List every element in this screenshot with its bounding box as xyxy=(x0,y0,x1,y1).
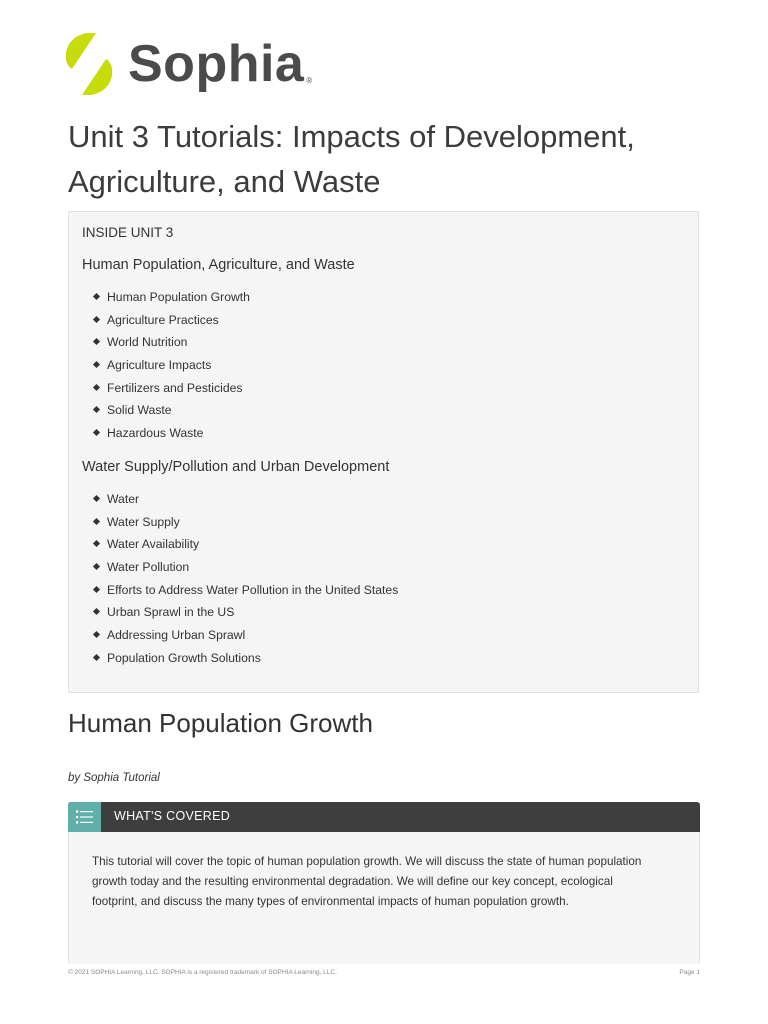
topic-item-label: Efforts to Address Water Pollution in the United States xyxy=(107,582,399,597)
inside-unit-box xyxy=(68,211,699,693)
topic-item[interactable] xyxy=(91,515,398,538)
whats-covered-label: WHAT'S COVERED xyxy=(114,809,231,823)
bullet-icon xyxy=(93,361,100,368)
topic-item[interactable] xyxy=(91,560,398,583)
topic-item-label: Solid Waste xyxy=(107,403,172,418)
whats-covered-text: This tutorial will cover the topic of human population growth. We will discuss the state of human population growth today and the resulting environmental degradation. We will define our key concept, ecological footprint, and discuss the many types of environmental impacts of human population growth. xyxy=(92,855,642,908)
topic-item-label: World Nutrition xyxy=(107,335,188,350)
topic-item-label: Water xyxy=(107,492,140,506)
bullet-icon xyxy=(93,495,100,502)
list-icon xyxy=(68,802,101,832)
sophia-logo-mark-icon xyxy=(66,33,112,95)
section-heading: Human Population, Agriculture, and Waste xyxy=(82,257,355,273)
bullet-icon xyxy=(93,316,100,323)
bullet-icon xyxy=(93,563,100,570)
bullet-icon xyxy=(93,654,100,661)
topic-item[interactable] xyxy=(91,537,398,560)
registered-mark: ® xyxy=(306,76,313,85)
topic-item-label: Addressing Urban Sprawl xyxy=(107,628,246,643)
unit-title: Unit 3 Tutorials: Impacts of Development, Agriculture, and Waste xyxy=(68,119,635,199)
topic-list xyxy=(91,492,398,674)
topic-item[interactable] xyxy=(91,426,250,449)
topic-item-label: Fertilizers and Pesticides xyxy=(107,380,243,395)
topic-item[interactable] xyxy=(91,651,398,674)
whats-covered-header xyxy=(68,802,700,832)
topic-item-label: Water Availability xyxy=(107,537,200,552)
bullet-icon xyxy=(93,384,100,391)
bullet-icon xyxy=(93,540,100,547)
topic-item-label: Water Supply xyxy=(107,514,180,529)
topic-item[interactable] xyxy=(91,628,398,651)
topic-item[interactable] xyxy=(91,381,250,404)
bullet-icon xyxy=(93,293,100,300)
byline: by Sophia Tutorial xyxy=(68,772,160,784)
topic-item[interactable] xyxy=(91,583,398,606)
logo-wordmark: Sophia xyxy=(128,35,305,93)
topic-item-label: Urban Sprawl in the US xyxy=(107,605,235,620)
sophia-logo xyxy=(66,33,312,95)
topic-item[interactable] xyxy=(91,335,250,358)
bullet-icon xyxy=(93,518,100,525)
bullet-icon xyxy=(93,406,100,413)
bullet-icon xyxy=(93,586,100,593)
bullet-icon xyxy=(93,429,100,436)
footer-page-number: Page 1 xyxy=(679,969,700,976)
topic-item-label: Population Growth Solutions xyxy=(107,650,261,665)
topic-item[interactable] xyxy=(91,290,250,313)
topic-item-label: Agriculture Practices xyxy=(107,312,219,327)
footer-copyright: © 2021 SOPHIA Learning, LLC. SOPHIA is a registered trademark of SOPHIA Learning, LLC. xyxy=(68,969,337,976)
bullet-icon xyxy=(93,631,100,638)
topic-list xyxy=(91,290,250,449)
topic-item-label: Human Population Growth xyxy=(107,290,250,304)
topic-item[interactable] xyxy=(91,403,250,426)
topic-item[interactable] xyxy=(91,358,250,381)
topic-item-label: Water Pollution xyxy=(107,560,190,575)
lesson-title: Human Population Growth xyxy=(68,708,373,738)
whats-covered-body xyxy=(68,832,700,964)
inside-unit-label: INSIDE UNIT 3 xyxy=(82,225,174,240)
topic-item-label: Hazardous Waste xyxy=(107,426,204,441)
bullet-icon xyxy=(93,338,100,345)
topic-item[interactable] xyxy=(91,313,250,336)
topic-item-label: Agriculture Impacts xyxy=(107,358,212,373)
section-heading: Water Supply/Pollution and Urban Development xyxy=(82,459,390,475)
bullet-icon xyxy=(93,608,100,615)
topic-item[interactable] xyxy=(91,492,398,515)
topic-item[interactable] xyxy=(91,605,398,628)
